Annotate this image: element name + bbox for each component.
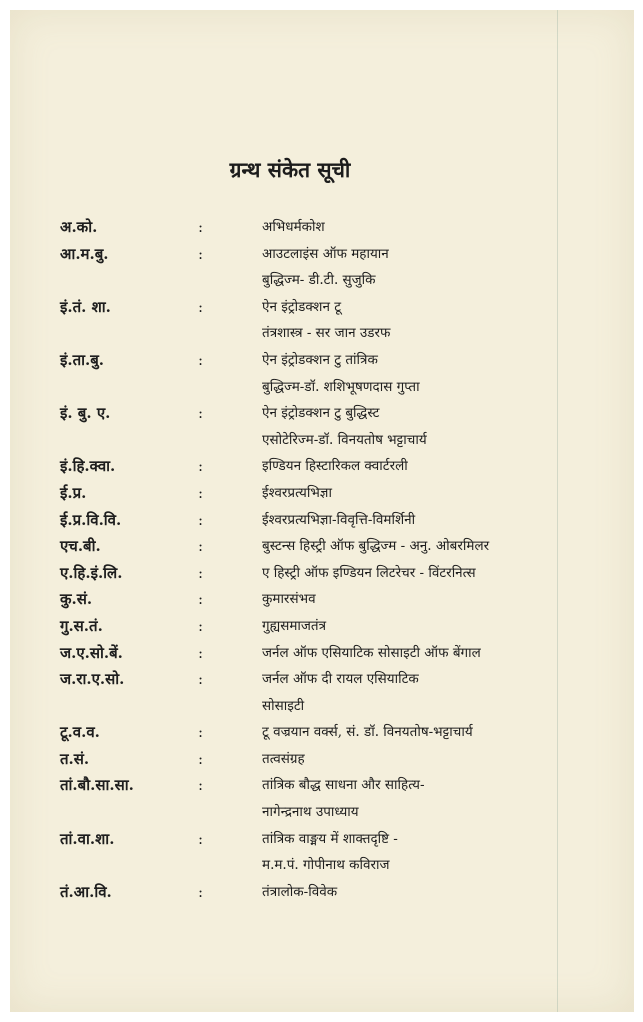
- abbreviation-term: ए.हि.इं.लि.: [60, 563, 123, 582]
- separator-colon: :: [198, 776, 204, 795]
- abbreviation-meaning: [262, 241, 560, 294]
- meaning-line: नागेन्द्रनाथ उपाध्याय: [262, 804, 359, 821]
- meaning-line: बुद्धिज्म- डी.टी. सुजुकि: [262, 272, 376, 289]
- abbreviation-meaning: [262, 453, 560, 480]
- abbreviation-entry: [60, 214, 560, 241]
- separator-colon: :: [198, 882, 204, 901]
- separator-colon: :: [198, 510, 204, 529]
- abbreviation-entry: [60, 507, 560, 534]
- separator-colon: :: [198, 670, 204, 689]
- meaning-line: सोसाइटी: [262, 697, 305, 714]
- meaning-line: तंत्रालोक-विवेक: [262, 883, 338, 900]
- book-page: [10, 10, 634, 1012]
- separator-colon: :: [198, 829, 204, 848]
- abbreviation-term: तां.वा.शा.: [60, 829, 115, 848]
- meaning-line: बुस्टन्स हिस्ट्री ऑफ बुद्धिज्म - अनु. ओबरमिलर: [262, 538, 490, 555]
- separator-colon: :: [198, 218, 204, 236]
- abbreviation-term: ई.प्र.वि.वि.: [60, 510, 122, 529]
- page-title: ग्रन्थ संकेत सूची: [229, 157, 351, 182]
- abbreviation-meaning: [262, 719, 560, 746]
- meaning-line: ए हिस्ट्री ऑफ इण्डियन लिटरेचर - विंटरनित्स: [262, 564, 476, 581]
- abbreviation-meaning: [262, 746, 560, 773]
- meaning-line: तांत्रिक बौद्ध साधना और साहित्य-: [262, 777, 425, 794]
- separator-colon: :: [198, 350, 204, 369]
- abbreviation-meaning: [262, 533, 560, 560]
- abbreviation-meaning: [262, 666, 560, 719]
- abbreviation-meaning: [262, 613, 560, 640]
- abbreviation-entry: [60, 826, 560, 879]
- abbreviation-entry: [60, 560, 560, 587]
- separator-colon: :: [198, 483, 204, 502]
- separator-colon: :: [198, 590, 204, 609]
- separator-colon: :: [198, 616, 204, 635]
- abbreviation-entry: [60, 400, 560, 453]
- abbreviation-entry: [60, 666, 560, 719]
- abbreviation-entry: [60, 347, 560, 400]
- separator-colon: :: [198, 537, 204, 556]
- separator-colon: :: [198, 244, 204, 263]
- separator-colon: :: [198, 563, 204, 582]
- meaning-line: जर्नल ऑफ दी रायल एसियाटिक: [262, 671, 419, 688]
- abbreviation-meaning: [262, 772, 560, 825]
- meaning-line: तांत्रिक वाङ्मय में शाक्तदृष्टि -: [262, 830, 398, 847]
- meaning-line: टू वज्रयान वर्क्स, सं. डॉ. विनयतोष-भट्टाचार्य: [262, 724, 473, 741]
- abbreviation-meaning: [262, 214, 560, 241]
- abbreviation-term: तं.आ.वि.: [60, 882, 112, 901]
- meaning-line: एसोटेरिज्म-डॉ. विनयतोष भट्टाचार्य: [262, 431, 427, 448]
- abbreviation-term: अ.को.: [60, 218, 98, 236]
- abbreviation-entry: [60, 241, 560, 294]
- meaning-line: कुमारसंभव: [262, 591, 316, 608]
- abbreviation-term: कु.सं.: [60, 590, 93, 609]
- separator-colon: :: [198, 723, 204, 742]
- abbreviation-term: गु.स.तं.: [60, 616, 103, 635]
- abbreviation-entry: [60, 294, 560, 347]
- abbreviation-entry: [60, 879, 560, 906]
- abbreviation-term: इं.तं. शा.: [60, 297, 111, 316]
- abbreviation-meaning: [262, 560, 560, 587]
- abbreviation-entry: [60, 453, 560, 480]
- separator-colon: :: [198, 457, 204, 476]
- abbreviation-entry: [60, 772, 560, 825]
- abbreviation-term: त.सं.: [60, 749, 90, 768]
- abbreviation-entry: [60, 480, 560, 507]
- abbreviation-meaning: [262, 586, 560, 613]
- abbreviation-meaning: [262, 826, 560, 879]
- meaning-line: अभिधर्मकोश: [262, 219, 325, 235]
- abbreviation-term: ज.ए.सो.बें.: [60, 643, 123, 662]
- abbreviation-term: टू.व.व.: [60, 723, 100, 742]
- meaning-line: म.म.पं. गोपीनाथ कविराज: [262, 857, 390, 874]
- meaning-line: इण्डियन हिस्टारिकल क्वार्टरली: [262, 458, 408, 475]
- abbreviation-term: ई.प्र.: [60, 483, 87, 502]
- abbreviation-meaning: [262, 294, 560, 347]
- abbreviation-term: आ.म.बु.: [60, 244, 109, 263]
- abbreviation-meaning: [262, 400, 560, 453]
- meaning-line: जर्नल ऑफ एसियाटिक सोसाइटी ऑफ बेंगाल: [262, 644, 481, 661]
- abbreviation-entry: [60, 719, 560, 746]
- separator-colon: :: [198, 404, 204, 423]
- meaning-line: गुह्यसमाजतंत्र: [262, 617, 327, 634]
- abbreviation-term: इं.हि.क्वा.: [60, 457, 116, 476]
- meaning-line: ईश्वरप्रत्यभिज्ञा: [262, 484, 332, 501]
- abbreviation-entry: [60, 640, 560, 667]
- meaning-line: तंत्रशास्त्र - सर जान उडरफ: [262, 325, 391, 342]
- meaning-line: तत्वसंग्रह: [262, 750, 305, 767]
- separator-colon: :: [198, 297, 204, 316]
- separator-colon: :: [198, 643, 204, 662]
- abbreviation-entry: [60, 586, 560, 613]
- abbreviation-term: इं.ता.बु.: [60, 350, 105, 369]
- separator-colon: :: [198, 749, 204, 768]
- meaning-line: ईश्वरप्रत्यभिज्ञा-विवृत्ति-विमर्शिनी: [262, 511, 416, 528]
- abbreviation-meaning: [262, 507, 560, 534]
- abbreviation-meaning: [262, 879, 560, 906]
- meaning-line: बुद्धिज्म-डॉ. शशिभूषणदास गुप्ता: [262, 378, 420, 395]
- meaning-line: आउटलाइंस ऑफ महायान: [262, 245, 389, 262]
- abbreviation-meaning: [262, 640, 560, 667]
- abbreviation-meaning: [262, 347, 560, 400]
- abbreviation-entry: [60, 533, 560, 560]
- meaning-line: ऐन इंट्रोडक्शन टु तांत्रिक: [262, 351, 378, 368]
- abbreviation-list: [60, 214, 560, 905]
- meaning-line: ऐन इंट्रोडक्शन टु बुद्धिस्ट: [262, 405, 380, 422]
- abbreviation-entry: [60, 746, 560, 773]
- abbreviation-term: ज.रा.ए.सो.: [60, 670, 125, 689]
- abbreviation-term: तां.बौ.सा.सा.: [60, 776, 134, 795]
- abbreviation-term: एच.बी.: [60, 537, 101, 556]
- meaning-line: ऐन इंट्रोडक्शन टू: [262, 298, 342, 315]
- abbreviation-entry: [60, 613, 560, 640]
- abbreviation-meaning: [262, 480, 560, 507]
- abbreviation-term: इं. बु. ए.: [60, 404, 111, 423]
